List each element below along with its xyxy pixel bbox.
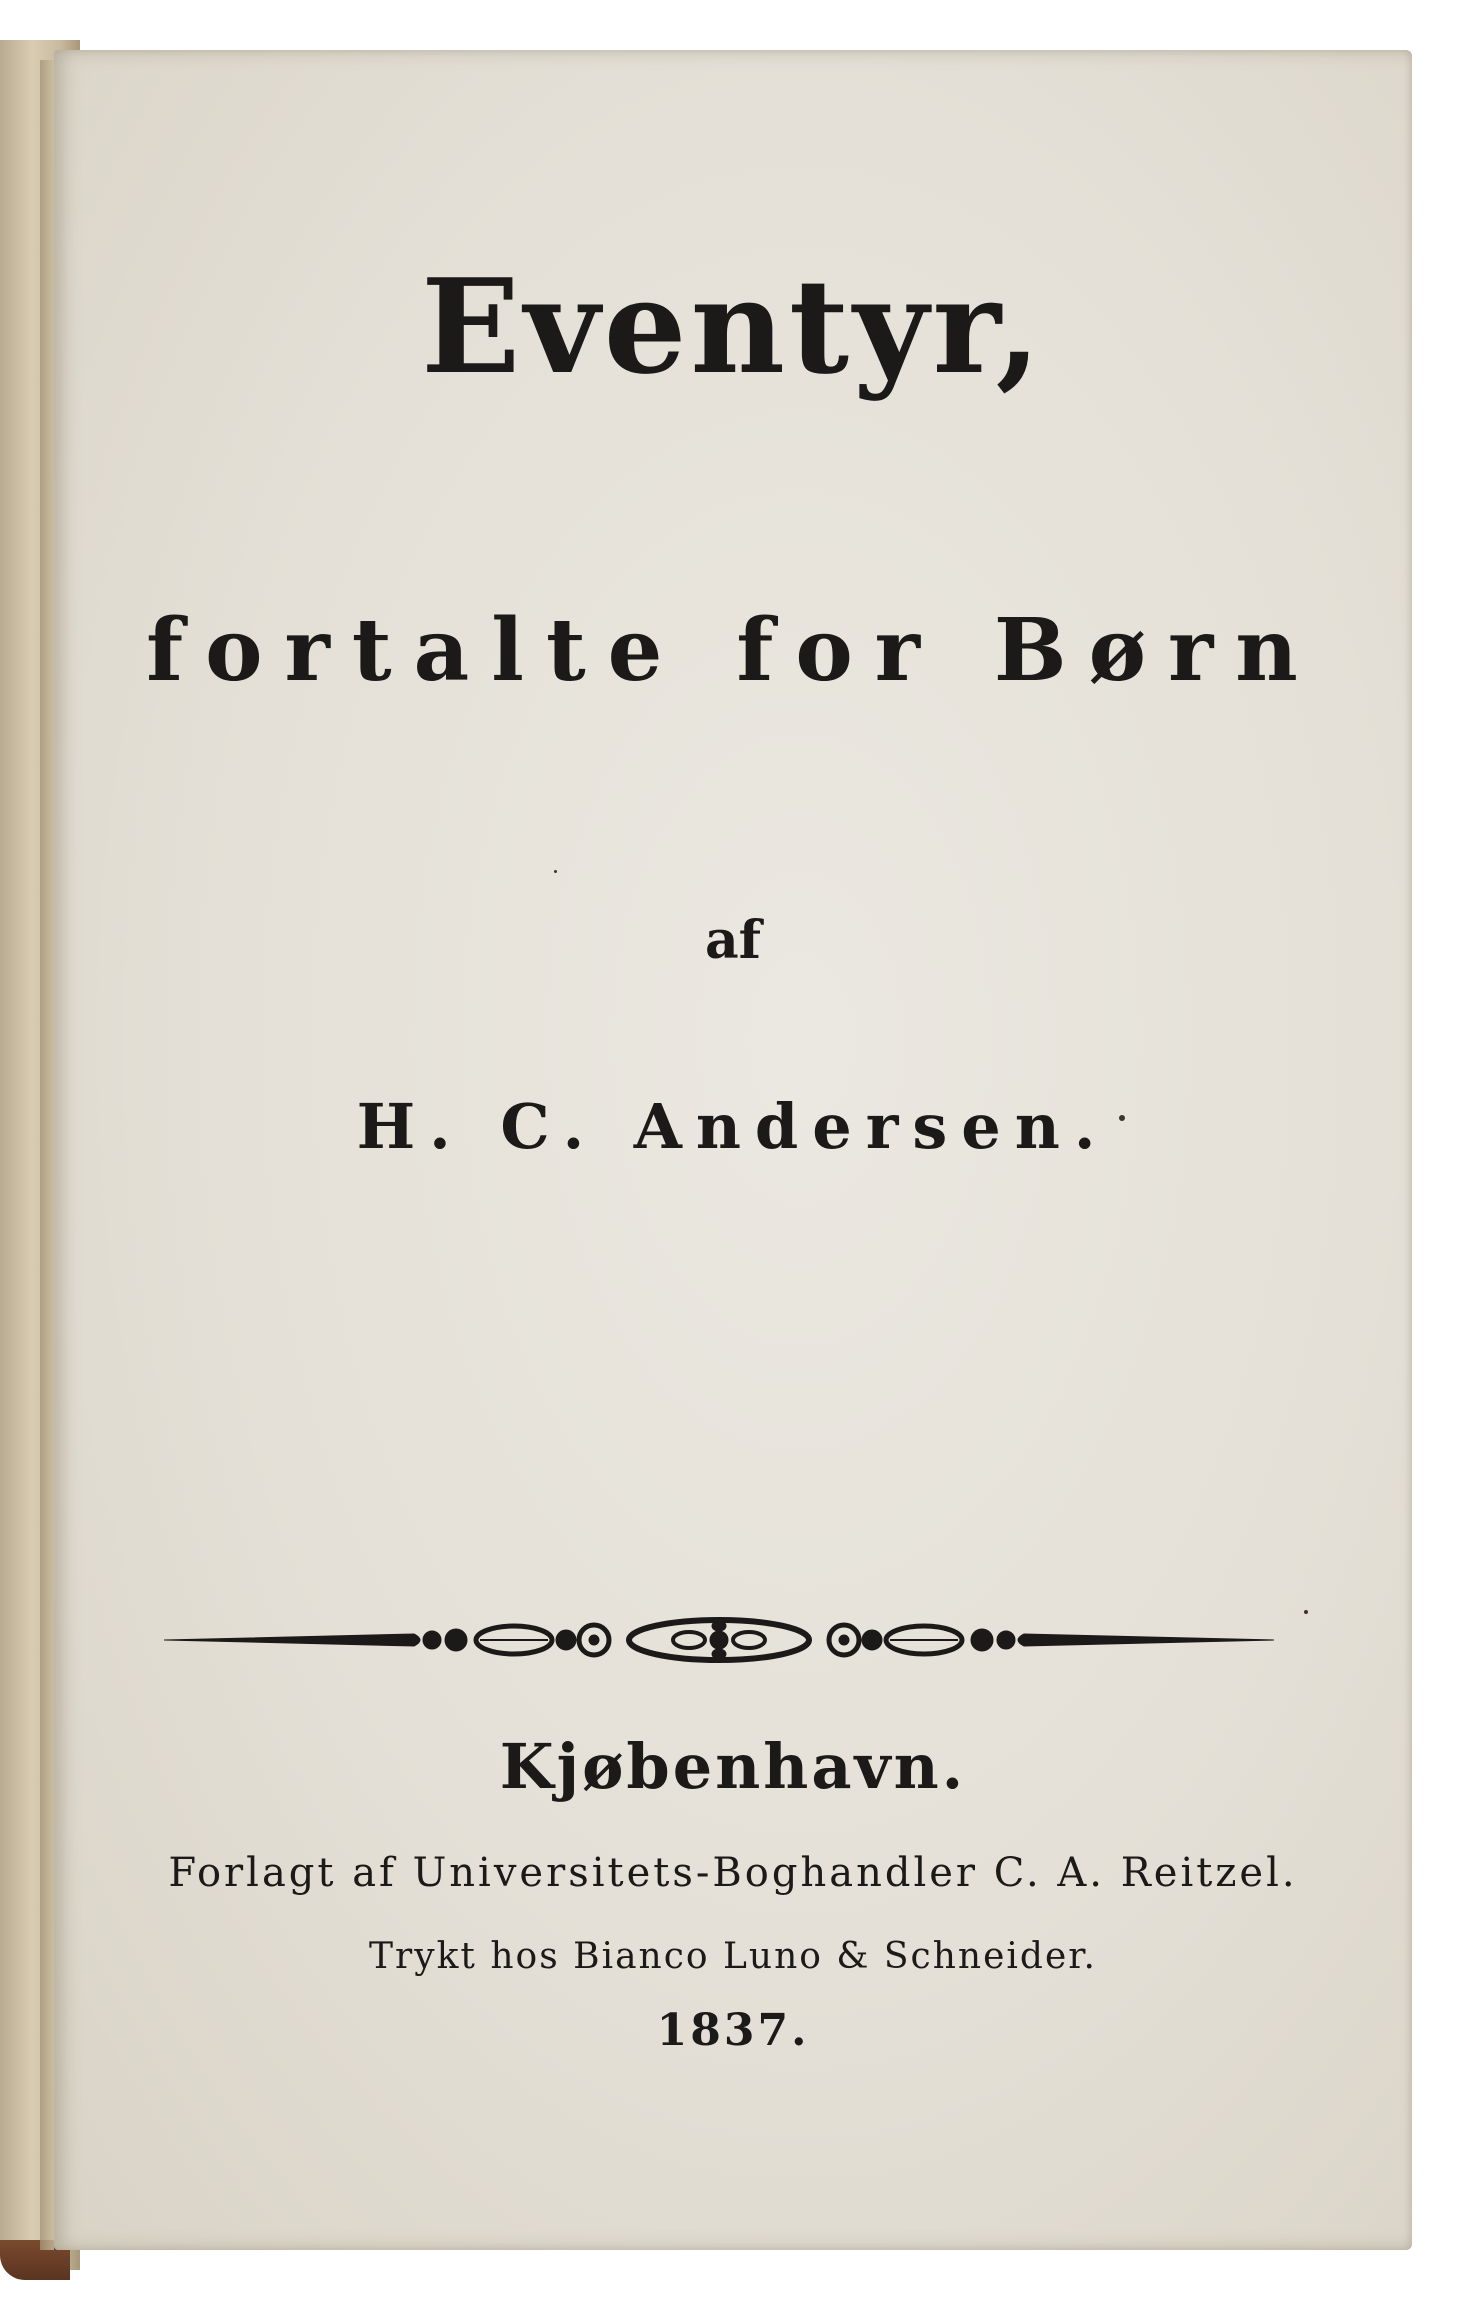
paper-speck [1119, 1115, 1125, 1121]
imprint-publisher: Forlagt af Universitets-Boghandler C. A. Reitzel. [168, 1850, 1298, 1896]
page-gutter [40, 60, 54, 2250]
paper-speck [554, 870, 557, 873]
author-name: H. C. Andersen. [356, 1090, 1110, 1163]
ornamental-rule [164, 1600, 1274, 1680]
imprint-year: 1837. [656, 2005, 810, 2056]
paper-speck [1304, 1610, 1308, 1614]
book-title: Eventyr, [421, 250, 1045, 403]
title-page [54, 50, 1412, 2250]
imprint-city: Kjøbenhavn. [499, 1730, 967, 1803]
by-line: af [704, 910, 762, 971]
book-subtitle: fortalte for Børn [146, 600, 1320, 701]
imprint-printer: Trykt hos Bianco Luno & Schneider. [369, 1936, 1097, 1977]
